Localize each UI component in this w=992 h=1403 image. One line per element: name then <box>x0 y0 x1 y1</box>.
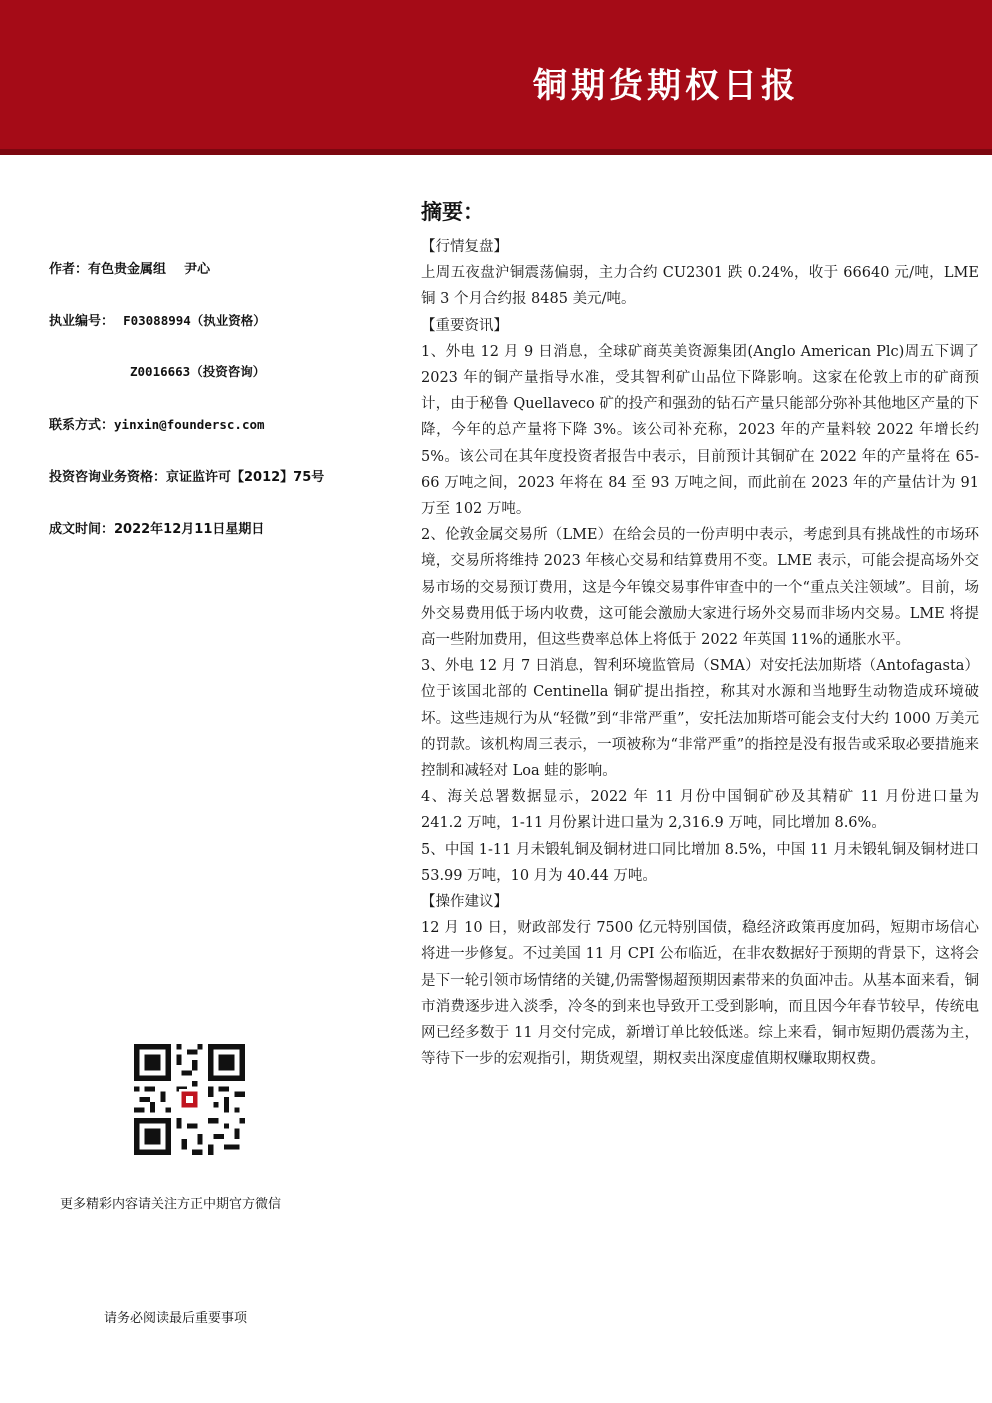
license-row <box>49 310 266 329</box>
license-number-2: Z0016663（投资咨询） <box>130 364 266 379</box>
news-item-4: 4、海关总署数据显示，2022 年 11 月份中国铜矿砂及其精矿 11 月份进口量为 241.2 万吨，1-11 月份累计进口量为 2,316.9 万吨，同比增加 8.6%。 <box>421 789 979 832</box>
important-notice: 请务必阅读最后重要事项 <box>104 1311 248 1326</box>
author-label: 作者： <box>49 262 89 277</box>
market-review-paragraph: 上周五夜盘沪铜震荡偏弱，主力合约 CU2301 跌 0.24%，收于 66640 元/吨，LME 铜 3 个月合约报 8485 美元/吨。 <box>421 265 979 308</box>
publish-date: 成文时间：2022年12月11日星期日 <box>49 522 265 537</box>
news-item-2: 2、伦敦金属交易所（LME）在给会员的一份声明中表示，考虑到具有挑战性的市场环境，交易所将维持 2023 年核心交易和结算费用不变。LME 表示，可能会提高场外交易市场的交易预订费用，这是今年镍交易事件审查中的一个“重点关注领域”。目前，场外交易费用低于场内收费，这可能会激励大家进行场外交易而非场内交易。LME 将提高一些附加费用，但这些费率总体上将低于 2022 年英国 11%的通胀水平。 <box>421 527 979 649</box>
qualification-row <box>49 466 324 485</box>
wechat-qr-code <box>134 1044 245 1155</box>
license-number-1: F03088994（执业资格） <box>123 313 266 328</box>
trading-advice-paragraph: 12 月 10 日，财政部发行 7500 亿元特别国债，稳经济政策再度加码，短期市场信心将进一步修复。不过美国 11 月 CPI 公布临近，在非农数据好于预期的背景下，这将会是下一轮引领市场情绪的关键,仍需警惕超预期因素带来的负面冲击。从基本面来看，铜市消费逐步进入淡季，冷冬的到来也导致开工受到影响，而且因今年春节较早，传统电网已经多数于 11 月交付完成，新增订单比较低迷。综上来看，铜市短期仍震荡为主，等待下一步的宏观指引，期货观望，期权卖出深度虚值期权赚取期权费。 <box>421 920 979 1068</box>
date-row <box>49 518 264 537</box>
news-item-1: 1、外电 12 月 9 日消息，全球矿商英美资源集团(Anglo American Plc)周五下调了 2023 年的铜产量指导水准，受其智利矿山品位下降影响。这家在伦敦上市的矿商预计，由于秘鲁 Quellaveco 矿的投产和强劲的钻石产量只能部分弥补其他地区产量的下降，今年的总产量将下降 3%。该公司补充称，2023 年的产量料较 2022 年增长约 5%。该公司在其年度投资者报告中表示，目前预计其铜矿在 2022 年的产量将在 65-66 万吨之间，2023 年将在 84 至 93 万吨之间，而此前在 2023 年的产量估计为 91 万至 102 万吨。 <box>421 343 979 518</box>
summary-title: 摘要： <box>421 200 484 224</box>
header-banner-shade <box>0 149 992 155</box>
section-heading-market-review: 【行情复盘】 <box>421 239 508 255</box>
report-title: 铜期货期权日报 <box>533 66 799 106</box>
author-row <box>49 258 210 277</box>
header-banner <box>0 0 992 155</box>
contact-row <box>49 414 265 433</box>
news-item-5: 5、中国 1-11 月未锻轧铜及铜材进口同比增加 8.5%，中国 11 月未锻轧铜及铜材进口 53.99 万吨，10 月为 40.44 万吨。 <box>421 841 979 884</box>
author-name: 尹心 <box>184 262 211 277</box>
license-label: 执业编号： <box>49 314 115 329</box>
report-body <box>421 196 979 1073</box>
contact-email[interactable]: yinxin@foundersc.com <box>114 417 265 432</box>
section-heading-trading-advice: 【操作建议】 <box>421 894 508 911</box>
qr-caption: 更多精彩内容请关注方正中期官方微信 <box>60 1197 282 1212</box>
author-group: 有色贵金属组 <box>88 262 167 277</box>
contact-label: 联系方式： <box>49 418 115 433</box>
news-item-3: 3、外电 12 月 7 日消息，智利环境监管局（SMA）对安托法加斯塔（Antofagasta）位于该国北部的 Centinella 铜矿提出指控，称其对水源和当地野生动物造成环境破坏。这些违规行为从“轻微”到“非常严重”，安托法加斯塔可能会支付大约 1000 万美元的罚款。该机构周三表示，一项被称为“非常严重”的指控是没有报告或采取必要措施来控制和减轻对 Loa 蛙的影响。 <box>421 658 979 780</box>
section-heading-key-news: 【重要资讯】 <box>421 317 508 334</box>
license-row-2 <box>130 362 265 380</box>
qualification-text: 投资咨询业务资格：京证监许可【2012】75号 <box>49 470 325 485</box>
